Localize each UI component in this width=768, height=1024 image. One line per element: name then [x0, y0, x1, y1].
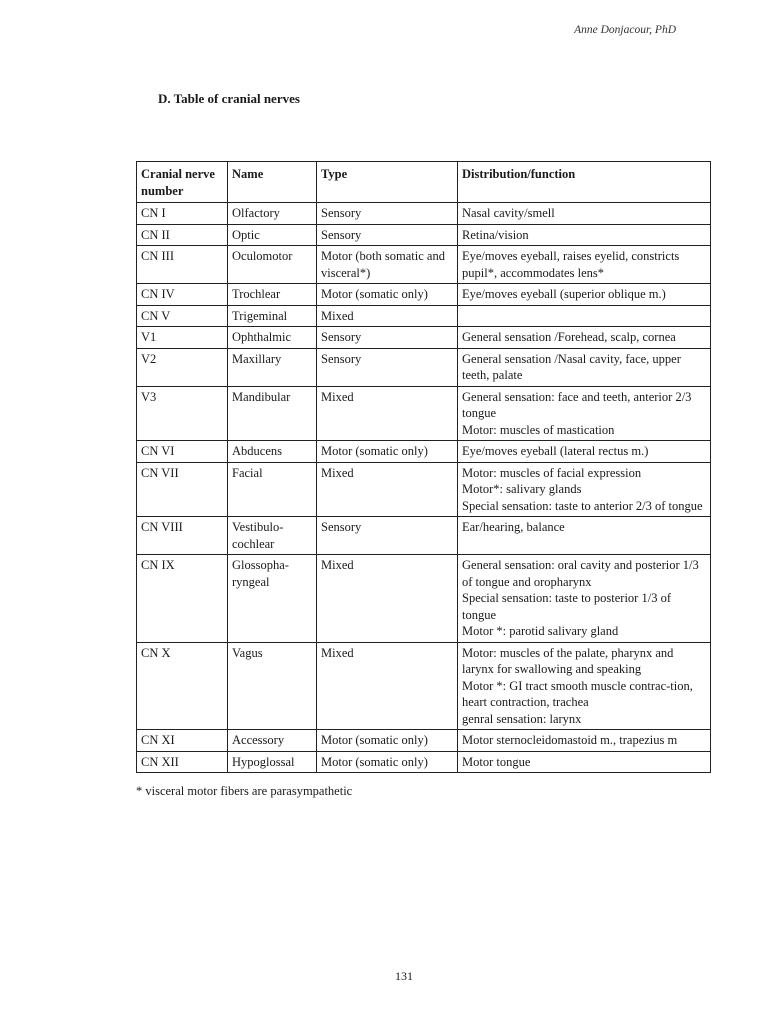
cell-nerve-number: CN V [137, 305, 228, 327]
cell-nerve-function: Eye/moves eyeball, raises eyelid, constricts pupil*, accommodates lens* [458, 246, 711, 284]
table-row [137, 348, 711, 386]
table-row [137, 555, 711, 643]
cell-nerve-number: CN VIII [137, 517, 228, 555]
cell-nerve-function: General sensation /Forehead, scalp, cornea [458, 327, 711, 349]
column-header-name: Name [228, 162, 317, 203]
cell-nerve-type: Motor (somatic only) [317, 441, 458, 463]
table-row [137, 730, 711, 752]
table-row [137, 441, 711, 463]
cell-nerve-number: CN XII [137, 751, 228, 773]
cell-nerve-type: Mixed [317, 642, 458, 730]
cranial-nerves-table [136, 161, 711, 773]
cell-nerve-function: Retina/vision [458, 224, 711, 246]
cell-nerve-name: Mandibular [228, 386, 317, 441]
table-row [137, 284, 711, 306]
cell-nerve-number: CN VII [137, 462, 228, 517]
table-row [137, 224, 711, 246]
cell-nerve-number: CN IV [137, 284, 228, 306]
cell-nerve-function: Motor sternocleidomastoid m., trapezius m [458, 730, 711, 752]
table-row [137, 305, 711, 327]
cell-nerve-type: Mixed [317, 555, 458, 643]
cell-nerve-type: Sensory [317, 327, 458, 349]
table-row [137, 642, 711, 730]
cell-nerve-function [458, 305, 711, 327]
cell-nerve-type: Motor (somatic only) [317, 751, 458, 773]
cell-nerve-number: CN X [137, 642, 228, 730]
cell-nerve-number: CN XI [137, 730, 228, 752]
cell-nerve-type: Sensory [317, 517, 458, 555]
cell-nerve-function: General sensation: oral cavity and posterior 1/3 of tongue and oropharynx Special sensation: taste to posterior 1/3 of tongue Motor *: parotid salivary gland [458, 555, 711, 643]
table-row [137, 203, 711, 225]
cell-nerve-function: Eye/moves eyeball (superior oblique m.) [458, 284, 711, 306]
cell-nerve-type: Motor (somatic only) [317, 284, 458, 306]
table-row [137, 386, 711, 441]
table-row [137, 462, 711, 517]
cell-nerve-name: Trochlear [228, 284, 317, 306]
cell-nerve-type: Motor (somatic only) [317, 730, 458, 752]
cell-nerve-function: General sensation /Nasal cavity, face, upper teeth, palate [458, 348, 711, 386]
cell-nerve-name: Accessory [228, 730, 317, 752]
cell-nerve-function: Motor tongue [458, 751, 711, 773]
cell-nerve-number: V3 [137, 386, 228, 441]
column-header-number: Cranial nerve number [137, 162, 228, 203]
cell-nerve-name: Hypoglossal [228, 751, 317, 773]
table-row [137, 751, 711, 773]
cell-nerve-name: Facial [228, 462, 317, 517]
cell-nerve-name: Glossopha-ryngeal [228, 555, 317, 643]
table-row [137, 327, 711, 349]
cell-nerve-number: CN III [137, 246, 228, 284]
cell-nerve-name: Optic [228, 224, 317, 246]
table-row [137, 246, 711, 284]
cell-nerve-name: Abducens [228, 441, 317, 463]
author-header: Anne Donjacour, PhD [574, 24, 676, 36]
table-header-row [137, 162, 711, 203]
cell-nerve-number: V2 [137, 348, 228, 386]
cell-nerve-function: Ear/hearing, balance [458, 517, 711, 555]
cell-nerve-number: CN II [137, 224, 228, 246]
cell-nerve-name: Ophthalmic [228, 327, 317, 349]
cell-nerve-name: Maxillary [228, 348, 317, 386]
cell-nerve-type: Sensory [317, 224, 458, 246]
column-header-type: Type [317, 162, 458, 203]
cell-nerve-type: Mixed [317, 386, 458, 441]
page-number: 131 [395, 969, 413, 983]
cell-nerve-function: Nasal cavity/smell [458, 203, 711, 225]
cell-nerve-name: Trigeminal [228, 305, 317, 327]
cell-nerve-function: Motor: muscles of facial expression Motor*: salivary glands Special sensation: taste to anterior 2/3 of tongue [458, 462, 711, 517]
cell-nerve-number: CN I [137, 203, 228, 225]
cell-nerve-number: CN VI [137, 441, 228, 463]
cell-nerve-type: Sensory [317, 203, 458, 225]
section-title: D. Table of cranial nerves [158, 91, 300, 106]
cell-nerve-name: Oculomotor [228, 246, 317, 284]
cell-nerve-type: Sensory [317, 348, 458, 386]
cell-nerve-number: CN IX [137, 555, 228, 643]
cell-nerve-type: Motor (both somatic and visceral*) [317, 246, 458, 284]
cell-nerve-name: Vagus [228, 642, 317, 730]
cell-nerve-number: V1 [137, 327, 228, 349]
cell-nerve-name: Vestibulo-cochlear [228, 517, 317, 555]
footnote: * visceral motor fibers are parasympathetic [136, 784, 353, 798]
cell-nerve-function: Eye/moves eyeball (lateral rectus m.) [458, 441, 711, 463]
table-row [137, 517, 711, 555]
cell-nerve-type: Mixed [317, 305, 458, 327]
cell-nerve-function: Motor: muscles of the palate, pharynx and larynx for swallowing and speaking Motor *: GI tract smooth muscle contrac-tion, heart contraction, trachea genral sensation: larynx [458, 642, 711, 730]
cell-nerve-type: Mixed [317, 462, 458, 517]
cell-nerve-function: General sensation: face and teeth, anterior 2/3 tongue Motor: muscles of mastication [458, 386, 711, 441]
column-header-function: Distribution/function [458, 162, 711, 203]
cell-nerve-name: Olfactory [228, 203, 317, 225]
